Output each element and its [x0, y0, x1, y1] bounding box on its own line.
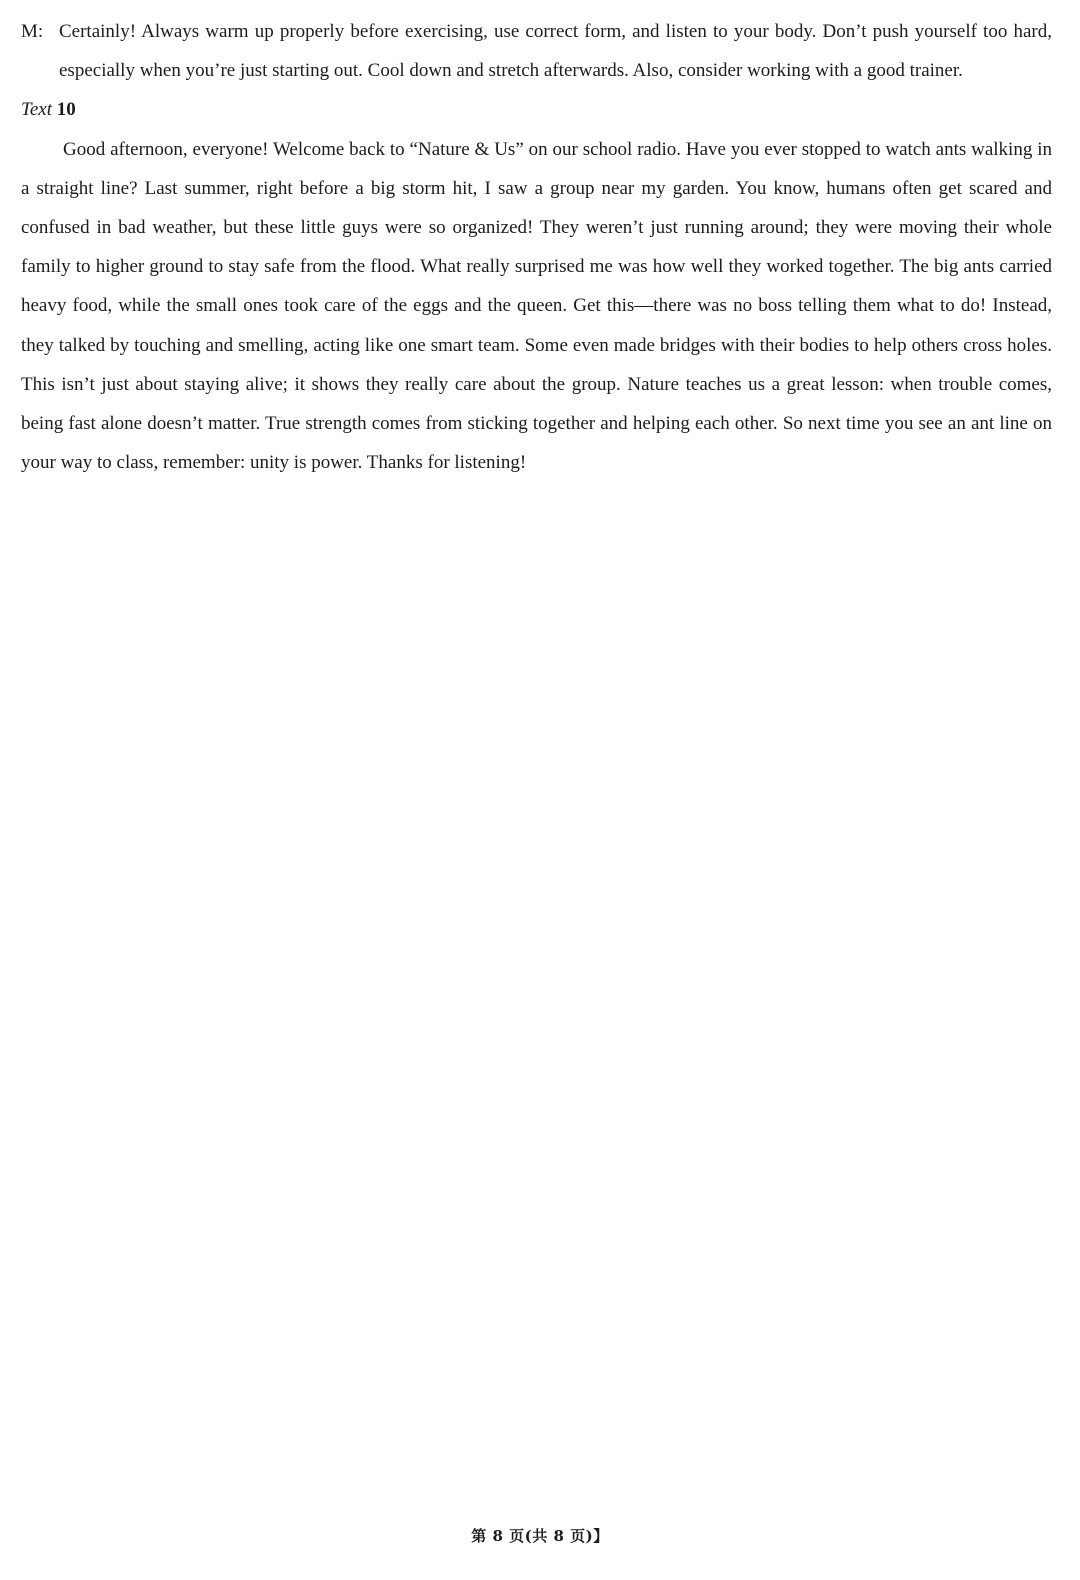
- page-content: [21, 12, 1052, 482]
- section-heading-number: 10: [56, 99, 76, 121]
- dialogue-line: [21, 12, 1052, 90]
- speaker-label: M:: [21, 21, 44, 42]
- section-paragraph: Good afternoon, everyone! Welcome back to “Nature & Us” on our school radio. Have you ever stopped to watch ants walking in a straight line? Last summer, right before a big storm hit, I saw a group near my garden. You know, humans often get scared and confused in bad weather, but these little guys were so organized! They weren’t just running around; they were moving their whole family to higher ground to stay safe from the flood. What really surprised me was how well they worked together. The big ants carried heavy food, while the small ones took care of the eggs and the queen. Get this—there was no boss telling them what to do! Instead, they talked by touching and smelling, acting like one smart team. Some even made bridges with their bodies to help others cross holes. This isn’t just about staying alive; it shows they really care about the group. Nature teaches us a great lesson: when trouble comes, being fast alone doesn’t matter. True strength comes from sticking together and helping each other. So next time you see an ant line on your way to class, remember: unity is power. Thanks for listening!: [21, 138, 1052, 474]
- dialogue-text: Certainly! Always warm up properly before exercising, use correct form, and listen to your body. Don’t push yourself too hard, especially when you’re just starting out. Cool down and stretch afterwards. Also, consider working with a good trainer.: [59, 21, 1052, 82]
- section-heading-word: Text: [21, 99, 52, 121]
- section-heading: [21, 90, 1052, 129]
- page-footer: 第 8 页(共 8 页)】: [471, 1527, 609, 1545]
